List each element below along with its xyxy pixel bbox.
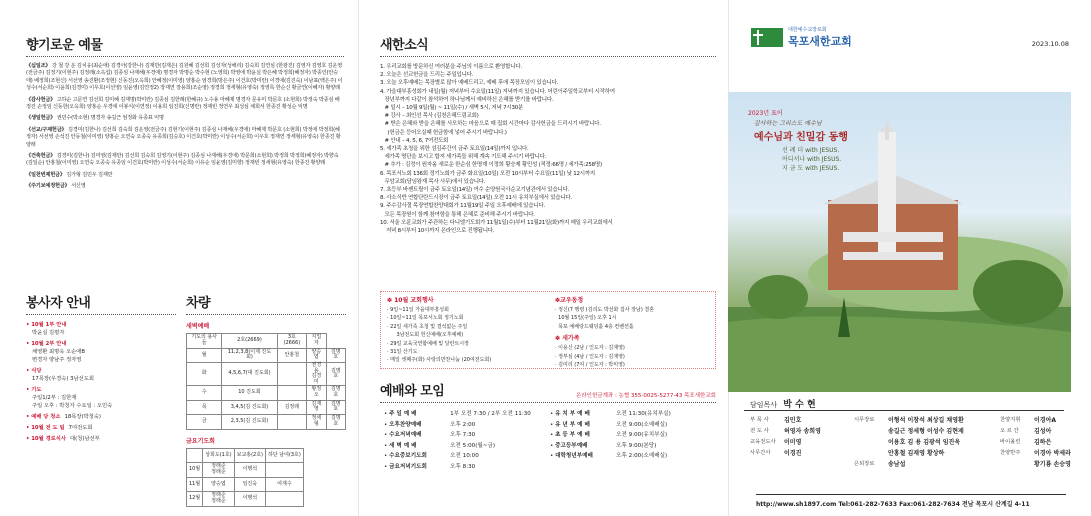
dawn-vehicle-table	[186, 333, 346, 430]
table-cell: 정래준 정래준	[203, 492, 234, 507]
table-row	[187, 463, 304, 478]
event-item: · 31일 산기도	[387, 349, 418, 356]
online-account: 온라인헌금계좌 : 농협 355-0025-5277-43 목포새한교회	[576, 393, 716, 399]
worship-time: 오전 9:00(소예배실)	[616, 421, 668, 428]
worship-time: 오전 10:00	[450, 453, 479, 459]
event-item: 3남전도회 헌신예배(오후예배)	[387, 332, 464, 339]
offering-group-head: 《십일조》	[26, 63, 51, 69]
staff-cell	[782, 458, 852, 469]
table-cell: 여재수	[266, 477, 304, 492]
volunteer-names: 채영환 최명욱 오순애B	[32, 349, 86, 355]
table-cell	[277, 363, 307, 386]
vehicle-section	[186, 292, 346, 507]
worship-row	[384, 462, 550, 473]
table-cell	[187, 448, 203, 463]
worship-name: 수요저녁예배	[389, 432, 422, 438]
table-cell: 권경용 김경미	[307, 363, 326, 386]
news-item: 2. 오늘은 선교헌금을 드리는 주일입니다.	[380, 72, 474, 79]
event-item: · 매일 셋째주(화) 사랑의반찬나눔 (20여전도회)	[387, 357, 492, 364]
worship-name: 주 일 예 배	[389, 411, 417, 417]
offering-group-head: 《감사헌금》	[26, 96, 56, 103]
event-item: · 9일~11일 가을대부흥성회	[387, 307, 449, 313]
table-cell: 기도의 용사들	[187, 334, 222, 349]
bulletin-date: 2023.10.08	[1031, 40, 1069, 48]
table-cell: 정세형	[307, 415, 326, 430]
worship-name: 유 치 부 예 배	[555, 411, 590, 417]
denomination: 대한예수교장로회	[788, 27, 827, 33]
volunteer-item	[26, 386, 176, 410]
theme-line-1: 감사하는 그리스도 예수님	[754, 120, 822, 127]
divider	[380, 402, 716, 403]
worship-section	[380, 380, 716, 472]
worship-row	[384, 420, 550, 431]
staff-cell: 이경진	[784, 450, 802, 457]
worship-row	[550, 451, 716, 462]
worship-name: 수요중보기도회	[389, 453, 427, 459]
volunteer-item	[26, 424, 176, 432]
bullet-icon: •	[550, 432, 556, 438]
divider	[186, 314, 346, 315]
staff-cell: 김하은	[1034, 439, 1052, 446]
family-news-item: · 정신(7 행령 (김리도 박선화 집사 장남) 결혼	[555, 307, 655, 313]
worship-time: 오후 8:30	[450, 463, 476, 470]
table-cell: 김명호	[326, 415, 345, 430]
staff-cell	[748, 458, 782, 469]
worship-schedule-left	[384, 409, 550, 472]
volunteer-head: 10월 전 도 팀	[31, 425, 65, 431]
table-cell	[266, 463, 304, 478]
news-item: 8. 사소식반 연합단란드시장이 금주 토요일(14일) 오전 11시 유치부실에서 있습니다.	[380, 195, 572, 202]
table-cell: 하단 남여(3호)	[266, 448, 304, 463]
offering-group-head: 《생일헌금》	[26, 115, 56, 122]
volunteer-head: 10월 경로식사	[31, 436, 67, 442]
offering-group-names: 서신영	[71, 183, 86, 190]
bullet-icon: •	[26, 322, 32, 328]
theme-sub-line: 어디서나 with JESUS.	[782, 156, 842, 163]
news-item: 5. 세가족 초청을 위한 섬김주간이 금주 토요일(14일)까지 입니다.	[380, 146, 529, 153]
staff-cell: 이용호 김 용 김광석 임진욱	[888, 439, 961, 446]
table-cell	[277, 386, 307, 401]
table-cell: 2호(2669)	[222, 334, 277, 349]
church-name: 목포새한교회	[788, 35, 852, 48]
vehicle-title: 차량	[186, 296, 211, 311]
worship-row	[384, 430, 550, 441]
bullet-icon: •	[384, 411, 390, 417]
table-cell: 김명호	[326, 400, 345, 415]
volunteer-inline: 대(청)남선부	[70, 436, 100, 442]
new-family-item: · 정부심 (4남 / 인도자 : 김재영)	[555, 353, 625, 360]
staff-cell: 전 도 사	[750, 428, 769, 434]
bullet-icon: •	[550, 421, 556, 428]
new-family-head: 새가족	[562, 335, 580, 343]
offering-group	[26, 97, 344, 112]
table-cell: 임진욱	[234, 477, 265, 492]
bullet-icon: •	[26, 341, 32, 347]
worship-name: 대학청년부예배	[555, 453, 593, 459]
staff-cell	[998, 458, 1032, 469]
worship-row	[384, 409, 550, 420]
table-row	[187, 477, 304, 492]
volunteer-title: 봉사자 안내	[26, 296, 91, 311]
events-box: ✽ 10월 교회행사 · 9일~11일 가을대부흥성회 · 10일~11일 목포서노회 정기노회 · 22일 새가족 초청 및 결석없는 주일 3남전도회 헌신예배(오후예배) · 29일 교육국연합예배 및 달란트시장 · 31일 산기도 · 매일 셋째주(화) 사랑의반찬나눔 (20여전도회) ✽교우동정 · 정신(7 행령 (김리도 박선화 집사 장남) 결혼 10월 15일(주일) 오후 1시 목포 예배랑드웨딩홀 4층 컨벤션홀 ✽ 새가족 · 이용신 (2남 / 인도자 : 김재영) · 정부심 (4남 / 인도자 : 김재영) · 김미리 (7여 / 인도자 : 박미영)	[380, 291, 716, 369]
news-item: 저녁 8시부터 10시까지 온라인으로 진행됩니다.	[380, 228, 495, 235]
worship-name: 새 벽 예 배	[389, 442, 417, 449]
family-news-item: 10월 15일(주일) 오후 1시	[555, 315, 617, 322]
staff-cell: 이경아 박세라	[1034, 450, 1071, 457]
news-title: 새한소식	[380, 38, 429, 53]
news-item: 1. 우리교회를 방문하신 여러분을 주님의 이름으로 환영합니다.	[380, 64, 522, 70]
staff-cell: 황기룡 손승영	[1034, 461, 1071, 468]
family-news-head: 교우동정	[560, 297, 584, 304]
news-item: 9. 주수감사절 목장연합찬양대회가 11월19일 주일 오후예배에 있습니다.	[380, 203, 545, 210]
volunteer-head: 10월 1부 안내	[31, 322, 67, 328]
worship-row	[384, 451, 550, 462]
bullet-icon: •	[26, 368, 32, 374]
pastor-label: 담임목사	[750, 401, 778, 409]
theme-year: 2023년 표어	[748, 110, 783, 117]
table-cell: 금	[187, 415, 222, 430]
news-item: # 안내 – 4, 5, 6, 7여전도회	[380, 137, 449, 144]
staff-cell: 송길근 정세형 이성수 김현재	[888, 428, 964, 435]
worship-time: 1부 오전 7:30 / 2부 오전 11:30	[450, 411, 531, 417]
news-item: 10. 서울 오륜교회가 주관하는 다니엘기도회가 11월1일(수)부터 11월21일(화)까지 매일 우리교회에서	[380, 219, 613, 226]
volunteer-head: 예배 당 청소	[31, 414, 61, 420]
table-cell: 안홍철	[277, 348, 307, 363]
staff-cell: 찬양반주	[1000, 450, 1021, 456]
dawn-worship-label: 새벽예배	[186, 323, 210, 330]
news-item: 3. 오늘 오후예배는 목장별로 많아 예배드리고, 예배 후에 목장모임이 있습니다.	[380, 80, 559, 87]
divider	[744, 410, 1064, 411]
worship-name: 유 년 부 예 배	[555, 421, 590, 428]
news-list	[380, 63, 716, 235]
volunteer-section	[26, 292, 176, 446]
table-row	[187, 400, 346, 415]
table-cell: 2,3,5(김 진도회)	[222, 415, 277, 430]
table-row	[187, 415, 346, 430]
volunteer-names: 주일 오후 : 박청자 수요일 : 오민숙	[32, 403, 113, 409]
news-item: # 받은 은혜와 받을 은혜를 사모하는 마음으로 매 집회 시간마다 감사헌금을 드리시기 바랍니다.	[380, 121, 601, 128]
table-cell: 지업자	[307, 334, 326, 349]
news-item: 장년부까지 다같이 참석하여 하나님께서 예비하신 은혜를 받기를 바랍니다.	[380, 96, 554, 103]
event-item: · 29일 교육국연합예배 및 달란트시장	[387, 340, 469, 347]
news-item: # 강사 – 최인선 목사 (김천은혜드림교회)	[380, 113, 479, 120]
worship-row	[384, 441, 550, 452]
offering-group	[26, 153, 344, 168]
offering-group-head: 《일천번제헌금》	[26, 171, 65, 178]
volunteer-head: 기도	[31, 387, 42, 393]
news-item: 4. 가을대부흥성회가 내일(월) 저녁부터 수요일(11일) 저녁까지 있습니다. 어린이주일학교부터 시작하여	[380, 88, 615, 95]
news-item: 무암교회(담임왕재 목사 사무)에서 있습니다.	[380, 178, 486, 185]
table-row	[187, 492, 304, 507]
table-cell: 보교홍(2호)	[234, 448, 265, 463]
news-item: 7. 초등부 바젠트릴이 금주 토요일(14일) 여수 순양원국사순교기념관에서 있습니다.	[380, 187, 570, 194]
worship-time: 오전 9:00(유치부실)	[616, 432, 668, 438]
offering-group	[26, 63, 344, 93]
volunteer-names: 박윤실 김평자	[32, 330, 65, 336]
staff-row	[748, 414, 1073, 425]
new-family-item: · 이용신 (2남 / 인도자 : 김재영)	[555, 345, 625, 352]
theme-sub-lines	[782, 146, 841, 173]
worship-row	[550, 420, 716, 431]
theme-sub-line: 지 금 도 with JESUS.	[782, 165, 840, 172]
table-cell: 정래준 정래준	[203, 463, 234, 478]
volunteer-head: 10월 2부 안내	[31, 341, 67, 347]
table-cell: 3,4,5(김 진도회)	[222, 400, 277, 415]
volunteer-names: 주일1/2부 : 김한재	[32, 395, 77, 401]
church-photo	[728, 92, 1071, 392]
staff-cell: 시무장로	[854, 417, 875, 423]
staff-cell: 교육전도사	[750, 439, 776, 445]
staff-cell: 김성아	[1034, 428, 1052, 435]
offering-group-head: 《주기보예정헌금》	[26, 183, 70, 190]
worship-name: 금요저녁기도회	[389, 463, 427, 470]
staff-cell: 바이올린	[1000, 439, 1021, 445]
worship-name: 오후찬양예배	[389, 421, 422, 428]
family-news-list	[555, 306, 713, 331]
worship-name: 중고등부예배	[555, 442, 588, 449]
table-cell: 11월	[187, 477, 203, 492]
offering-group-names: 강 철 강 운 김치웅(최순애) 김경아(강한나) 김재만(김재은) 김원혜 김선희 김성자(성해리) 김숙희 김연심 (한광진) 김영자 김영호 김운영(전금주) 김정기(이현주) 김정래(소옥섭) 김종심 나재해(우경애) 명경자 박명순 박수현 (노영희) 박영애 박윤실 박은혜 박정희(혜정자) 박종인(안승태) 배정희(조현신) 서선영 송진환(조정현) 신동진(오옥희) 안혜정(이미영) 양홍순 엄경희(방은주) 이건호(박미란) 이경애(김진숙) 이남표(백은주) 이성수(서순희) 이윤희(김경미) 이우호(이선영) 임윤영(김연정2) 장재연 장용희(조순영) 정경희 정세형(유영숙) 정영록 한순신 황금연(이혜자) 황양래	[26, 63, 343, 92]
worship-time: 오전 11:30(유치부실)	[616, 411, 671, 417]
news-item: 세가족 명단을 보시고 합저 세가족들 위해 계속 기도해 주시기 바랍니다.	[380, 154, 547, 161]
staff-cell: 김민호	[784, 417, 802, 424]
divider	[26, 56, 344, 57]
worship-time: 오후 2:00(소예배실)	[616, 453, 668, 459]
volunteer-item	[26, 321, 176, 337]
table-cell: 10 진도회	[222, 386, 277, 401]
table-cell: 화	[187, 363, 222, 386]
bullet-icon: •	[26, 387, 32, 393]
table-cell: 11,2,3,8(이제 진도회)	[222, 348, 277, 363]
theme-line-2: 예수님과 친밀감 동행	[754, 132, 848, 143]
events-head: 10월 교회행사	[394, 297, 434, 304]
offering-group	[26, 115, 344, 122]
news-item: 6. 목포서노회 136회 정기노회가 금주 화요일(10일) 오전 10시부터 수요일(11일) 낮 12시까지	[380, 170, 595, 177]
staff-cell	[852, 447, 886, 458]
theme-sub-line: 선 례 더 with JESUS.	[782, 147, 840, 154]
table-cell: 김명호	[326, 348, 345, 363]
table-cell	[266, 492, 304, 507]
worship-title: 예배와 모임	[380, 384, 445, 399]
staff-cell: 부 목 사	[750, 417, 769, 423]
family-news-item: 목포 예배랑드웨딩홀 4층 컨벤션홀	[555, 323, 634, 330]
bullet-icon: •	[550, 442, 556, 449]
senior-pastor	[750, 397, 816, 410]
table-row	[187, 334, 346, 349]
staff-cell: 오 르 간	[1000, 428, 1019, 434]
volunteer-inline: 18목장(박청숙)	[64, 414, 101, 420]
table-cell: 10월	[187, 463, 203, 478]
friday-vehicle-table	[186, 448, 304, 507]
worship-time: 오후 7:30	[450, 432, 476, 438]
divider	[380, 56, 716, 57]
volunteer-names: 변경자 양남주 정자영	[32, 357, 82, 363]
table-cell: 상희도(1호)	[203, 448, 234, 463]
staff-cell: 송남섭	[888, 461, 906, 468]
table-cell: 3호(2666)	[277, 334, 307, 349]
table-cell: 김명호	[326, 386, 345, 401]
table-cell: 수	[187, 386, 222, 401]
offering-group	[26, 172, 344, 179]
offering-panel	[0, 0, 358, 516]
table-row	[187, 386, 346, 401]
volunteer-list	[26, 321, 176, 443]
offering-group	[26, 127, 344, 149]
volunteer-item	[26, 367, 176, 383]
divider	[26, 314, 176, 315]
worship-time: 오후 9:00(본당)	[616, 442, 657, 449]
staff-row	[748, 436, 1073, 447]
table-cell: 김명호	[326, 363, 345, 386]
table-cell: 황정오	[307, 386, 326, 401]
church-contact: http://www.sh1897.com Tel:061-282-7633 Fax:061-282-7634 전남 목포시 산계길 4-11	[756, 494, 1066, 508]
table-row	[187, 363, 346, 386]
staff-row	[748, 425, 1073, 436]
worship-row	[550, 441, 716, 452]
table-cell: 양승엽	[307, 348, 326, 363]
bullet-icon: •	[26, 436, 32, 442]
news-panel	[358, 0, 728, 516]
table-cell: 양승엽	[203, 477, 234, 492]
volunteer-head: 식당	[31, 368, 42, 374]
news-item: # 추가 : 김정이 원자옴 새로운 한순심 한명재 이정희 황승제 황민성 (적정:66명 / 세가족:258명)	[380, 162, 602, 169]
friday-prayer-label: 금요기도회	[186, 437, 215, 445]
staff-cell: 사무간사	[750, 450, 771, 456]
table-cell: 이행석	[234, 463, 265, 478]
bullet-icon: •	[384, 453, 390, 459]
table-cell: 월	[187, 348, 222, 363]
table-cell: 목	[187, 400, 222, 415]
offering-title: 향기로운 예물	[26, 38, 103, 53]
offering-group-names: 고하순 고문연 김선희 김미혜 김재명(박미란) 김종심 김한례(한혜규) 노수용 마혜제 명경자 문유미 박문호 (소현희) 박정숙 박종심 배정진 손정임 신동한(오옥희) 양홍순 우경애 이봉식(이연정) 이용희 임진희(신명란) 정재빈 정연우 최성심 채희서 한종진 황성순 익명	[26, 96, 340, 111]
staff-cell: 이형석 이창석 최상길 채영환	[888, 417, 964, 424]
news-item: # 일시 – 10월 9일(월) ~ 11일(수) / 새벽 5시, 저녁 7시30분	[380, 105, 524, 112]
table-row	[187, 348, 346, 363]
worship-row	[550, 430, 716, 441]
table-cell: 12월	[187, 492, 203, 507]
offering-group-names: 권민수(박소현) 명경자 송길근 엄정화 유종표 익명	[56, 115, 164, 122]
staff-table	[748, 414, 1073, 469]
staff-cell: 이경아A	[1034, 417, 1057, 424]
offering-groups	[26, 63, 344, 191]
worship-row	[550, 409, 716, 420]
staff-cell: 찬양지휘	[1000, 417, 1021, 423]
worship-name: 초 등 부 예 배	[555, 432, 590, 438]
bullet-icon: •	[550, 411, 556, 417]
events-list	[387, 306, 547, 365]
staff-cell	[852, 436, 886, 447]
volunteer-names: 17목장(우경숙) 3남선도회	[32, 376, 94, 382]
volunteer-item	[26, 340, 176, 364]
offering-group-names: 김경미(김한나) 김선희 김숙희 김운영(전금주) 김현기(이현주) 김종심 나재해(우경애) 마혜제 박문호 (소현희) 박정애 박정희(혜정자) 서선영 손석진 안동철(이미영) 양홍순 오연숙 오종숙 유종희(김승호) 이건호(박미란) 이성수(서순희) 이우호 정재연 정세형(유영숙) 한종진 황양래	[26, 126, 341, 148]
staff-cell: 허영자 송희영	[784, 428, 821, 435]
new-family-item: · 김미리 (7여 / 인도자 : 박미영)	[555, 362, 625, 369]
staff-cell: 안홍철 김재영 황상하	[888, 450, 945, 457]
event-item: · 22일 새가족 초청 및 결석없는 주일	[387, 323, 468, 330]
volunteer-inline: 7여전도회	[68, 425, 93, 431]
staff-row	[748, 447, 1073, 458]
bullet-icon: •	[26, 425, 32, 431]
staff-cell: 은퇴장로	[854, 461, 875, 467]
table-row	[187, 448, 304, 463]
offering-group-names: 김가형 김민우 김재만	[66, 171, 113, 178]
bullet-icon: •	[384, 463, 390, 470]
staff-row	[748, 458, 1073, 469]
offering-group-head: 《건축헌금》	[26, 153, 56, 160]
worship-time: 오전 5:00(월~금)	[450, 442, 496, 449]
offering-group-names: 김경미(김한나) 김미영(김재만) 김선희 김숙희 김영기(이현주) 김종심 나재해(우경애) 박문희(소현희) 박정희 박정희(혜정자) 박향숙(김일순) 안홍철(이미영) 오연숙 오종숙 유종임 이건호(박미란) 이성수(서순희) 이유순 임윤영(김미향) 정재빈 정세형(유영숙) 한종진 황양래	[26, 153, 339, 167]
pastor-name: 박 수 현	[783, 400, 816, 410]
table-cell: 김정래	[277, 400, 307, 415]
staff-cell	[852, 425, 886, 436]
news-item: 모든 목장원이 함께 참여함을 통해 은혜로 준비해 주시기 바랍니다.	[380, 211, 535, 218]
table-cell: 김재영	[307, 400, 326, 415]
bullet-icon: •	[550, 453, 556, 459]
bullet-icon: •	[384, 421, 390, 428]
volunteer-item	[26, 435, 176, 443]
bullet-icon: •	[384, 442, 390, 449]
worship-schedule-right	[550, 409, 716, 472]
event-item: · 10일~11일 목포서노회 정기노회	[387, 315, 464, 322]
cover-panel	[728, 0, 1091, 516]
table-cell: 이행석	[234, 492, 265, 507]
table-cell: 4,5,6,7(대 진도회)	[222, 363, 277, 386]
offering-group	[26, 183, 344, 190]
new-family-list	[555, 344, 713, 369]
volunteer-item	[26, 413, 176, 421]
church-logo-icon	[751, 28, 783, 47]
worship-time: 오후 2:00	[450, 421, 476, 428]
news-item: (헌금은 등어오실때 헌금함에 넣어 주시기 바랍니다.)	[380, 129, 507, 136]
staff-cell: 이미영	[784, 439, 802, 446]
bullet-icon: •	[26, 414, 32, 420]
table-cell	[277, 415, 307, 430]
offering-group-head: 《선교/구제헌금》	[26, 126, 67, 133]
bullet-icon: •	[384, 432, 390, 438]
